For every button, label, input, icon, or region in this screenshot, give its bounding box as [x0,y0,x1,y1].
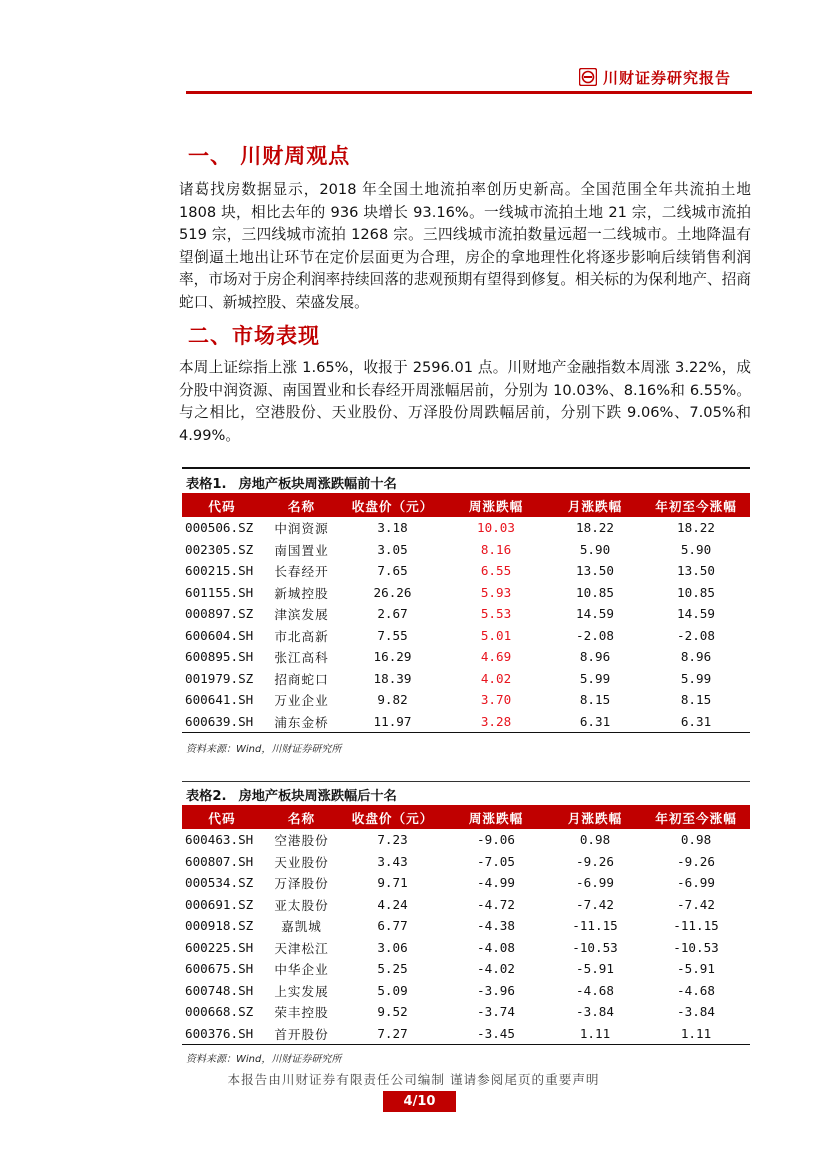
table-cell: 601155.SH [185,584,254,600]
table-cell: 亚太股份 [274,897,329,913]
table-cell: 600748.SH [185,982,254,998]
header-divider [186,91,752,94]
column-header: 周涨跌幅 [444,493,548,517]
table-cell: 8.96 [579,649,611,665]
table-cell: 荣丰控股 [274,1005,329,1021]
table-cell: 002305.SZ [185,541,254,557]
table-cell: -3.84 [677,1004,715,1020]
table-cell: -4.68 [576,982,614,998]
table2-title: 房地产板块周涨跌幅后十名 [238,789,397,804]
table-cell: 000897.SZ [185,606,254,622]
table-cell: 7.65 [377,563,408,579]
table-cell: 600641.SH [185,692,254,708]
table-cell: 1.11 [548,1023,642,1045]
table-cell: -3.45 [444,1023,548,1045]
page-number: 4/10 [383,1091,456,1112]
table-cell: -3.74 [477,1004,515,1020]
table-cell: -5.91 [576,961,614,977]
table-cell: 万泽股份 [274,876,329,892]
table-cell: 3.70 [480,692,512,708]
weekly-view-paragraph: 诸葛找房数据显示，2018 年全国土地流拍率创历史新高。全国范围全年共流拍土地 1808 块，相比去年的 936 块增长 93.16%。一线城市流拍土地 21 宗，二线城市流拍 519 宗，三四线城市流拍 1268 宗。三四线城市流拍数量远超一二线城市。土地降温有望倒逼土地出让环节在定价层面更为合理，房企的拿地理性化将逐步影响后续销售利润率，市场对于房企利润率持续回落的悲观预期有望得到修复。相关标的为保利地产、招商蛇口、新城控股、荣盛发展。 [179,181,751,311]
table2-label: 表格2. [186,789,227,804]
table1-title: 房地产板块周涨跌幅前十名 [238,477,397,492]
table-cell: 空港股份 [274,833,329,849]
table-row [182,937,750,959]
table-cell: 0.98 [579,832,611,848]
table-cell: 浦东金桥 [262,711,341,733]
table-cell: 5.90 [680,541,712,557]
table-row [182,1023,750,1045]
table-cell: 津滨发展 [274,607,329,623]
table-cell: -2.08 [576,627,614,643]
table-cell: 万业企业 [274,693,329,709]
table-cell: 7.55 [377,627,408,643]
table-row [182,689,750,711]
table-cell: 600895.SH [185,649,254,665]
table-cell: -9.26 [677,853,715,869]
table-cell: 5.09 [377,982,408,998]
column-header: 代码 [182,493,262,517]
table-cell: -9.26 [576,853,614,869]
table-row [182,872,750,894]
table-cell: 张江高科 [274,650,329,666]
brand-title: 川财证券研究报告 [603,69,732,87]
table-cell: 3.28 [444,711,548,733]
table-cell: 6.55 [480,563,512,579]
table-cell: 3.43 [377,853,408,869]
footer-disclaimer: 本报告由川财证券有限责任公司编制 谨请参阅尾页的重要声明 [227,1072,600,1087]
table-cell: 600225.SH [185,939,254,955]
bottom-ten-table [182,805,750,1045]
table2-source: 资料来源：Wind，川财证券研究所 [186,1054,342,1065]
column-header: 年初至今涨幅 [642,493,750,517]
table-row [182,894,750,916]
table-cell: -4.99 [477,875,515,891]
table-cell: -4.38 [477,918,515,934]
table-cell: -7.42 [576,896,614,912]
table-row [182,711,750,733]
top-ten-table [182,493,750,733]
table-row [182,980,750,1002]
table-row [182,829,750,851]
table-cell: 新城控股 [274,585,329,601]
table-cell: 6.77 [377,918,408,934]
column-header: 名称 [262,805,341,829]
table-cell: -3.84 [576,1004,614,1020]
table-row [182,517,750,539]
table1-label: 表格1. [186,477,227,492]
table-cell: 3.05 [377,541,408,557]
table-cell: 10.85 [677,584,715,600]
table-cell: 0.98 [680,832,712,848]
table-cell: 6.31 [548,711,642,733]
table-cell: 000534.SZ [185,875,254,891]
table-row [182,958,750,980]
table-cell: 600215.SH [185,563,254,579]
table-row [182,539,750,561]
table-cell: 600604.SH [185,627,254,643]
column-header: 代码 [182,805,262,829]
column-header: 周涨跌幅 [444,805,548,829]
section-title-market-performance: 二、市场表现 [188,324,320,348]
table-cell: 5.99 [680,670,712,686]
table-cell: 5.99 [579,670,611,686]
table-cell: 市北高新 [274,628,329,644]
table-cell: 600807.SH [185,853,254,869]
table-header-row [182,805,750,829]
table-cell: 中华企业 [274,962,329,978]
table-cell: 000506.SZ [185,520,254,536]
table-cell: -6.99 [677,875,715,891]
table-cell: 4.69 [480,649,512,665]
table-row [182,603,750,625]
table2-caption [186,785,409,804]
table-cell: -5.91 [677,961,715,977]
table-cell: -10.53 [673,939,719,955]
table-header-row [182,493,750,517]
table-cell: 13.50 [576,563,614,579]
table-cell: -3.96 [477,982,515,998]
table-cell: 18.39 [373,670,412,686]
report-header [579,67,750,89]
table-cell: 14.59 [677,606,715,622]
table-row [182,560,750,582]
table-cell: 8.96 [680,649,712,665]
column-header: 收盘价（元） [341,805,444,829]
table-cell: -4.02 [477,961,515,977]
table-cell: 11.97 [341,711,444,733]
table-cell: 首开股份 [262,1023,341,1045]
table-cell: 18.22 [576,520,614,536]
table-cell: 8.16 [480,541,512,557]
table-cell: 2.67 [377,606,408,622]
table-cell: -7.05 [477,853,515,869]
table-cell: 600639.SH [182,711,262,733]
table-cell: 8.15 [579,692,611,708]
table-cell: 18.22 [677,520,715,536]
table-cell: 5.90 [579,541,611,557]
table-cell: 9.52 [377,1004,408,1020]
table-cell: 南国置业 [274,542,329,558]
market-performance-paragraph: 本周上证综指上涨 1.65%，收报于 2596.01 点。川财地产金融指数本周涨 3.22%，成分股中润资源、南国置业和长春经开周涨幅居前，分别为 10.03%、8.16%和 6.55%。与之相比，空港股份、天业股份、万泽股份周跌幅居前，分别下跌 9.06%、7.05%和 4.99%。 [179,359,751,444]
column-header: 年初至今涨幅 [642,805,750,829]
table-cell: 000918.SZ [185,918,254,934]
table-cell: 600675.SH [185,961,254,977]
table-cell: 9.82 [377,692,408,708]
table-cell: 001979.SZ [185,670,254,686]
table-cell: 600376.SH [182,1023,262,1045]
table2-top-rule [182,781,750,782]
table-cell: -4.72 [477,896,515,912]
table-cell: 7.23 [377,832,408,848]
table-cell: 中润资源 [274,521,329,537]
table-cell: 招商蛇口 [274,671,329,687]
table-cell: 嘉凯城 [281,919,322,935]
table-cell: 6.31 [642,711,750,733]
table-cell: -7.42 [677,896,715,912]
table-row [182,668,750,690]
table-cell: -6.99 [576,875,614,891]
table-cell: 5.93 [480,584,512,600]
column-header: 收盘价（元） [341,493,444,517]
table-cell: -4.08 [477,939,515,955]
column-header: 月涨跌幅 [548,493,642,517]
table-cell: -11.15 [673,918,719,934]
table-cell: 3.18 [377,520,408,536]
table1-top-rule [182,467,750,469]
table-cell: 天津松江 [274,940,329,956]
table-cell: 9.71 [377,875,408,891]
table-cell: 000691.SZ [185,896,254,912]
table-cell: 5.25 [377,961,408,977]
table-cell: 5.01 [480,627,512,643]
table-cell: 7.27 [341,1023,444,1045]
table-cell: 10.85 [576,584,614,600]
table-cell: 4.24 [377,896,408,912]
table-cell: -2.08 [677,627,715,643]
table-cell: 000668.SZ [185,1004,254,1020]
table-cell: 4.02 [480,670,512,686]
table-cell: 26.26 [373,584,412,600]
table1-caption [186,473,409,492]
table-cell: 16.29 [373,649,412,665]
table-cell: 600463.SH [185,832,254,848]
table-cell: -4.68 [677,982,715,998]
table-cell: -11.15 [572,918,618,934]
table-cell: 5.53 [480,606,512,622]
table-cell: 13.50 [677,563,715,579]
table-cell: 3.06 [377,939,408,955]
table-cell: 长春经开 [274,564,329,580]
table-row [182,625,750,647]
table1-source: 资料来源：Wind，川财证券研究所 [186,744,342,755]
table-row [182,646,750,668]
column-header: 名称 [262,493,341,517]
table-row [182,1001,750,1023]
table-cell: 天业股份 [274,854,329,870]
table-row [182,915,750,937]
table-row [182,851,750,873]
column-header: 月涨跌幅 [548,805,642,829]
table-cell: 上实发展 [274,983,329,999]
table-cell: 10.03 [477,520,515,536]
table-cell: 8.15 [680,692,712,708]
table-cell: 14.59 [576,606,614,622]
company-logo-icon [579,68,597,86]
table-cell: -9.06 [477,832,515,848]
table-row [182,582,750,604]
table-cell: 1.11 [642,1023,750,1045]
table-cell: -10.53 [572,939,618,955]
section-title-weekly-view: 一、 川财周观点 [188,144,351,168]
